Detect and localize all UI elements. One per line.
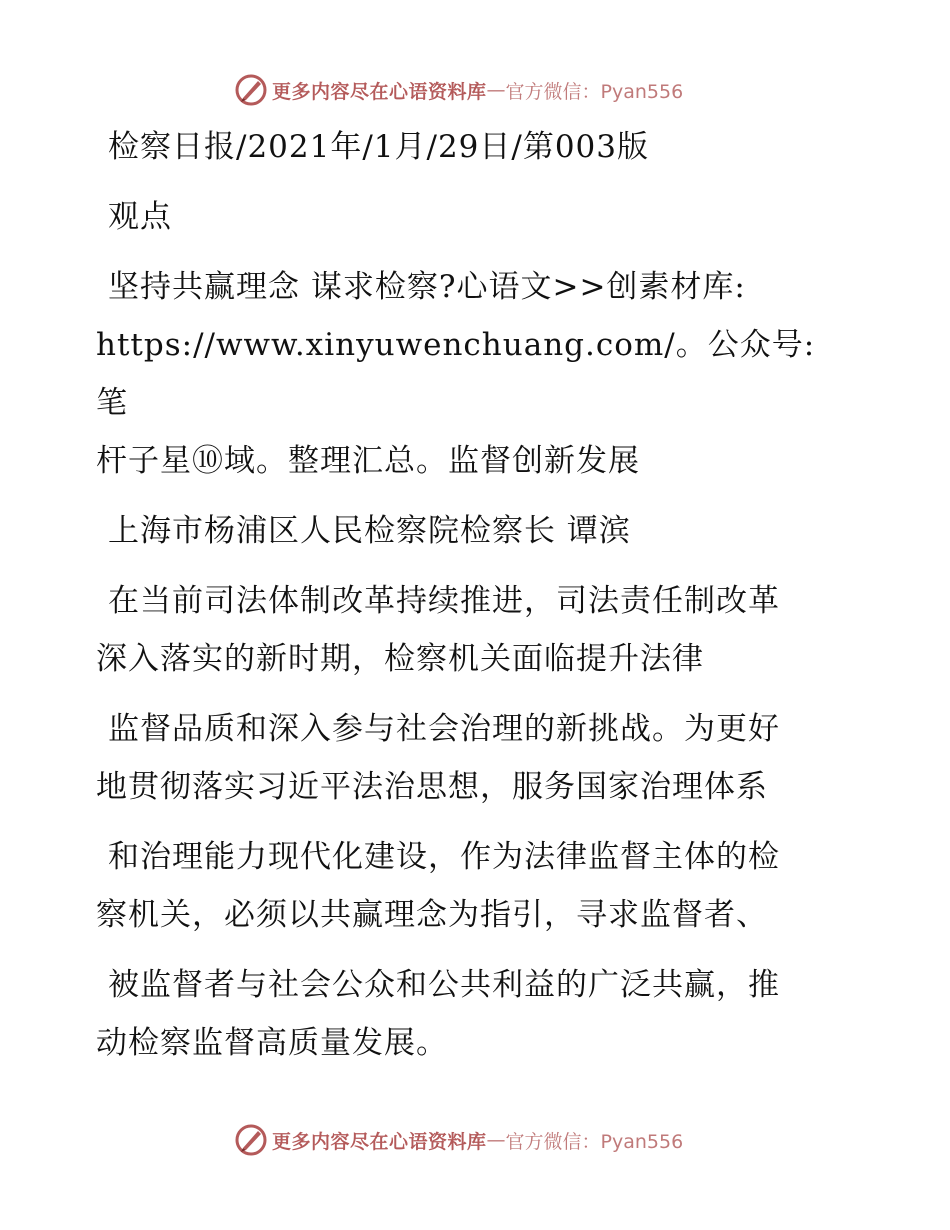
paragraph: 监督品质和深入参与社会治理的新挑战。为更好 地贯彻落实习近平法治思想，服务国家治理体系 [96,711,780,805]
watermark-separator: — [486,79,506,101]
watermark-brand: 更多内容尽在心语资料库 [272,1130,487,1153]
source-line: 检察日报/2021年/1月/29日/第003版 [108,129,650,165]
article-title: 坚持共赢理念 谋求检察?心语文>>创素材库: https://www.xinyuwenchuang.com/。公众号: 笔 杆子星⑩域。整理汇总。监督创新发展 [96,269,816,479]
watermark-contact: 官方微信：Pyan556 [505,1130,684,1153]
feather-pen-icon [234,1123,268,1157]
paragraph: 和治理能力现代化建设，作为法律监督主体的检 察机关，必须以共赢理念为指引，寻求监督者、 [96,839,780,933]
section-label: 观点 [108,199,172,235]
feather-pen-icon [234,73,268,107]
document-body [96,118,836,1072]
author-line: 上海市杨浦区人民检察院检察长 谭滨 [108,513,631,549]
paragraph: 在当前司法体制改革持续推进，司法责任制改革 深入落实的新时期，检察机关面临提升法律 [96,583,780,677]
paragraph: 被监督者与社会公众和公共利益的广泛共赢，推 动检察监督高质量发展。 [96,967,780,1061]
watermark-contact: 官方微信：Pyan556 [505,80,684,103]
watermark-brand: 更多内容尽在心语资料库 [272,80,487,103]
watermark-separator: — [486,1129,506,1151]
watermark-banner-top [234,72,683,108]
watermark-banner-bottom [234,1122,683,1158]
